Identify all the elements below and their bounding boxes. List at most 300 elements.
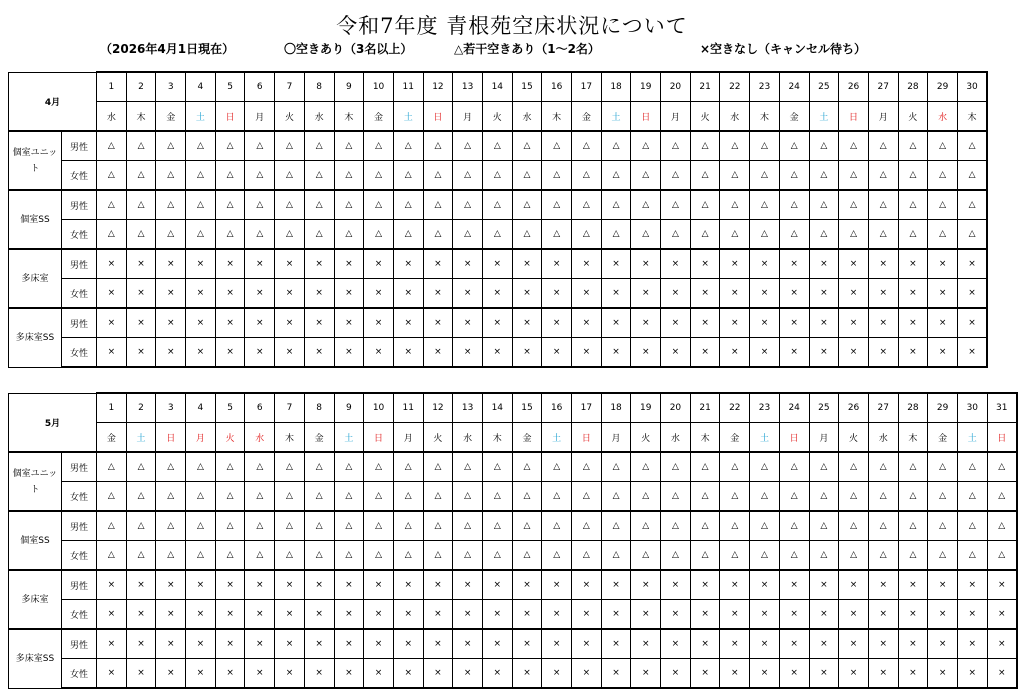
day-number: 16 <box>542 72 572 102</box>
few-vacancy-mark: △ <box>661 220 691 250</box>
full-mark: × <box>186 338 216 368</box>
day-number: 21 <box>690 72 720 102</box>
full-mark: × <box>987 600 1017 630</box>
full-mark: × <box>720 659 750 689</box>
few-vacancy-mark: △ <box>750 190 780 220</box>
weekday: 水 <box>661 423 691 453</box>
full-mark: × <box>482 338 512 368</box>
full-mark: × <box>898 308 928 338</box>
few-vacancy-mark: △ <box>572 452 602 482</box>
full-mark: × <box>126 570 156 600</box>
full-mark: × <box>542 600 572 630</box>
few-vacancy-mark: △ <box>928 452 958 482</box>
few-vacancy-mark: △ <box>661 511 691 541</box>
availability-row <box>9 338 988 368</box>
few-vacancy-mark: △ <box>720 161 750 191</box>
full-mark: × <box>215 600 245 630</box>
legend-as-of: （2026年4月1日現在） <box>100 42 235 56</box>
weekday: 木 <box>750 102 780 132</box>
full-mark: × <box>423 629 453 659</box>
full-mark: × <box>928 338 958 368</box>
gender-label: 女性 <box>62 279 97 309</box>
full-mark: × <box>275 600 305 630</box>
full-mark: × <box>987 659 1017 689</box>
few-vacancy-mark: △ <box>542 131 572 161</box>
few-vacancy-mark: △ <box>750 541 780 571</box>
few-vacancy-mark: △ <box>928 511 958 541</box>
availability-row <box>9 131 988 161</box>
few-vacancy-mark: △ <box>690 452 720 482</box>
few-vacancy-mark: △ <box>453 161 483 191</box>
few-vacancy-mark: △ <box>453 482 483 512</box>
full-mark: × <box>393 308 423 338</box>
full-mark: × <box>126 600 156 630</box>
few-vacancy-mark: △ <box>750 220 780 250</box>
full-mark: × <box>720 308 750 338</box>
full-mark: × <box>423 308 453 338</box>
few-vacancy-mark: △ <box>809 511 839 541</box>
full-mark: × <box>334 659 364 689</box>
full-mark: × <box>957 279 987 309</box>
weekday: 金 <box>97 423 127 453</box>
full-mark: × <box>690 629 720 659</box>
full-mark: × <box>215 279 245 309</box>
gender-label: 男性 <box>62 452 97 482</box>
full-mark: × <box>304 279 334 309</box>
few-vacancy-mark: △ <box>156 452 186 482</box>
day-number: 15 <box>512 393 542 423</box>
full-mark: × <box>690 338 720 368</box>
full-mark: × <box>839 659 869 689</box>
few-vacancy-mark: △ <box>601 541 631 571</box>
few-vacancy-mark: △ <box>245 482 275 512</box>
room-type-label: 多床室 <box>9 249 62 308</box>
room-type-label: 多床室SS <box>9 629 62 688</box>
weekday: 金 <box>720 423 750 453</box>
full-mark: × <box>957 338 987 368</box>
few-vacancy-mark: △ <box>542 511 572 541</box>
few-vacancy-mark: △ <box>572 131 602 161</box>
few-vacancy-mark: △ <box>453 541 483 571</box>
full-mark: × <box>928 249 958 279</box>
full-mark: × <box>720 249 750 279</box>
full-mark: × <box>928 279 958 309</box>
few-vacancy-mark: △ <box>750 161 780 191</box>
full-mark: × <box>97 600 127 630</box>
few-vacancy-mark: △ <box>97 482 127 512</box>
few-vacancy-mark: △ <box>572 482 602 512</box>
full-mark: × <box>512 570 542 600</box>
day-number: 25 <box>809 393 839 423</box>
few-vacancy-mark: △ <box>393 161 423 191</box>
few-vacancy-mark: △ <box>750 482 780 512</box>
day-number: 29 <box>928 72 958 102</box>
legend-open: 〇空きあり（3名以上） <box>284 42 413 56</box>
full-mark: × <box>601 659 631 689</box>
day-number: 3 <box>156 72 186 102</box>
weekday: 土 <box>186 102 216 132</box>
day-number: 6 <box>245 393 275 423</box>
full-mark: × <box>572 249 602 279</box>
few-vacancy-mark: △ <box>601 511 631 541</box>
few-vacancy-mark: △ <box>304 452 334 482</box>
few-vacancy-mark: △ <box>393 220 423 250</box>
few-vacancy-mark: △ <box>126 452 156 482</box>
weekday: 水 <box>928 102 958 132</box>
full-mark: × <box>542 570 572 600</box>
full-mark: × <box>126 308 156 338</box>
full-mark: × <box>453 659 483 689</box>
few-vacancy-mark: △ <box>512 482 542 512</box>
full-mark: × <box>750 600 780 630</box>
few-vacancy-mark: △ <box>453 220 483 250</box>
day-number: 1 <box>97 393 127 423</box>
weekday: 火 <box>215 423 245 453</box>
few-vacancy-mark: △ <box>839 131 869 161</box>
full-mark: × <box>720 629 750 659</box>
weekday: 水 <box>868 423 898 453</box>
day-number: 26 <box>839 393 869 423</box>
few-vacancy-mark: △ <box>957 482 987 512</box>
full-mark: × <box>304 629 334 659</box>
full-mark: × <box>631 600 661 630</box>
full-mark: × <box>572 570 602 600</box>
full-mark: × <box>839 570 869 600</box>
day-number: 31 <box>987 393 1017 423</box>
full-mark: × <box>572 308 602 338</box>
full-mark: × <box>779 308 809 338</box>
few-vacancy-mark: △ <box>453 452 483 482</box>
full-mark: × <box>512 308 542 338</box>
few-vacancy-mark: △ <box>393 482 423 512</box>
full-mark: × <box>690 279 720 309</box>
full-mark: × <box>868 570 898 600</box>
few-vacancy-mark: △ <box>275 482 305 512</box>
few-vacancy-mark: △ <box>720 190 750 220</box>
weekday: 日 <box>215 102 245 132</box>
full-mark: × <box>245 338 275 368</box>
gender-label: 女性 <box>62 220 97 250</box>
few-vacancy-mark: △ <box>245 220 275 250</box>
weekday: 木 <box>126 102 156 132</box>
full-mark: × <box>275 279 305 309</box>
few-vacancy-mark: △ <box>156 541 186 571</box>
full-mark: × <box>245 570 275 600</box>
day-number: 23 <box>750 72 780 102</box>
few-vacancy-mark: △ <box>215 511 245 541</box>
weekday: 月 <box>393 423 423 453</box>
full-mark: × <box>512 279 542 309</box>
availability-row <box>9 452 1017 482</box>
few-vacancy-mark: △ <box>720 220 750 250</box>
full-mark: × <box>779 659 809 689</box>
few-vacancy-mark: △ <box>364 541 394 571</box>
full-mark: × <box>928 659 958 689</box>
few-vacancy-mark: △ <box>542 161 572 191</box>
full-mark: × <box>661 308 691 338</box>
weekday: 火 <box>839 423 869 453</box>
few-vacancy-mark: △ <box>572 220 602 250</box>
full-mark: × <box>156 338 186 368</box>
full-mark: × <box>750 279 780 309</box>
few-vacancy-mark: △ <box>186 220 216 250</box>
month-label: 4月 <box>9 72 97 131</box>
few-vacancy-mark: △ <box>245 452 275 482</box>
few-vacancy-mark: △ <box>482 131 512 161</box>
full-mark: × <box>898 600 928 630</box>
few-vacancy-mark: △ <box>97 190 127 220</box>
few-vacancy-mark: △ <box>928 161 958 191</box>
few-vacancy-mark: △ <box>661 161 691 191</box>
few-vacancy-mark: △ <box>987 511 1017 541</box>
weekday: 木 <box>542 102 572 132</box>
few-vacancy-mark: △ <box>809 131 839 161</box>
few-vacancy-mark: △ <box>779 190 809 220</box>
few-vacancy-mark: △ <box>631 220 661 250</box>
few-vacancy-mark: △ <box>304 190 334 220</box>
few-vacancy-mark: △ <box>542 482 572 512</box>
month-label: 5月 <box>9 393 97 452</box>
few-vacancy-mark: △ <box>661 482 691 512</box>
few-vacancy-mark: △ <box>542 190 572 220</box>
weekday: 金 <box>364 102 394 132</box>
few-vacancy-mark: △ <box>898 511 928 541</box>
availability-row <box>9 308 988 338</box>
day-number: 18 <box>601 393 631 423</box>
few-vacancy-mark: △ <box>512 131 542 161</box>
weekday: 土 <box>334 423 364 453</box>
few-vacancy-mark: △ <box>750 452 780 482</box>
few-vacancy-mark: △ <box>245 511 275 541</box>
few-vacancy-mark: △ <box>809 482 839 512</box>
full-mark: × <box>423 600 453 630</box>
day-number: 14 <box>482 72 512 102</box>
legend-none: ×空きなし（キャンセル待ち） <box>700 42 867 56</box>
few-vacancy-mark: △ <box>690 541 720 571</box>
few-vacancy-mark: △ <box>364 161 394 191</box>
gender-label: 女性 <box>62 161 97 191</box>
full-mark: × <box>245 659 275 689</box>
full-mark: × <box>661 570 691 600</box>
few-vacancy-mark: △ <box>215 131 245 161</box>
full-mark: × <box>304 249 334 279</box>
few-vacancy-mark: △ <box>957 511 987 541</box>
few-vacancy-mark: △ <box>542 541 572 571</box>
gender-label: 男性 <box>62 570 97 600</box>
full-mark: × <box>898 338 928 368</box>
few-vacancy-mark: △ <box>898 131 928 161</box>
few-vacancy-mark: △ <box>186 482 216 512</box>
full-mark: × <box>97 570 127 600</box>
full-mark: × <box>304 570 334 600</box>
few-vacancy-mark: △ <box>720 541 750 571</box>
full-mark: × <box>364 570 394 600</box>
few-vacancy-mark: △ <box>423 220 453 250</box>
day-number: 24 <box>779 72 809 102</box>
full-mark: × <box>126 659 156 689</box>
few-vacancy-mark: △ <box>690 131 720 161</box>
day-number: 8 <box>304 393 334 423</box>
full-mark: × <box>156 659 186 689</box>
full-mark: × <box>690 570 720 600</box>
full-mark: × <box>898 570 928 600</box>
full-mark: × <box>334 629 364 659</box>
few-vacancy-mark: △ <box>482 220 512 250</box>
few-vacancy-mark: △ <box>334 220 364 250</box>
few-vacancy-mark: △ <box>601 161 631 191</box>
full-mark: × <box>334 249 364 279</box>
day-number: 30 <box>957 72 987 102</box>
full-mark: × <box>97 249 127 279</box>
few-vacancy-mark: △ <box>97 511 127 541</box>
full-mark: × <box>304 659 334 689</box>
gender-label: 女性 <box>62 600 97 630</box>
few-vacancy-mark: △ <box>928 220 958 250</box>
day-number: 17 <box>572 393 602 423</box>
few-vacancy-mark: △ <box>661 131 691 161</box>
weekday: 水 <box>97 102 127 132</box>
full-mark: × <box>215 249 245 279</box>
few-vacancy-mark: △ <box>661 190 691 220</box>
full-mark: × <box>393 249 423 279</box>
day-number: 17 <box>572 72 602 102</box>
day-number: 2 <box>126 72 156 102</box>
few-vacancy-mark: △ <box>631 190 661 220</box>
may-availability-table <box>8 392 1018 689</box>
full-mark: × <box>482 279 512 309</box>
full-mark: × <box>512 600 542 630</box>
full-mark: × <box>393 659 423 689</box>
full-mark: × <box>126 629 156 659</box>
weekday: 金 <box>572 102 602 132</box>
full-mark: × <box>661 659 691 689</box>
weekday: 火 <box>898 102 928 132</box>
full-mark: × <box>423 338 453 368</box>
full-mark: × <box>720 279 750 309</box>
day-number: 3 <box>156 393 186 423</box>
day-number: 6 <box>245 72 275 102</box>
full-mark: × <box>631 279 661 309</box>
full-mark: × <box>779 600 809 630</box>
full-mark: × <box>957 629 987 659</box>
full-mark: × <box>334 279 364 309</box>
weekday: 日 <box>156 423 186 453</box>
weekday: 金 <box>512 423 542 453</box>
april-availability-table <box>8 71 988 368</box>
few-vacancy-mark: △ <box>720 511 750 541</box>
full-mark: × <box>97 659 127 689</box>
room-type-label: 個室SS <box>9 511 62 570</box>
full-mark: × <box>572 659 602 689</box>
full-mark: × <box>750 249 780 279</box>
few-vacancy-mark: △ <box>126 220 156 250</box>
few-vacancy-mark: △ <box>868 511 898 541</box>
few-vacancy-mark: △ <box>631 511 661 541</box>
full-mark: × <box>215 629 245 659</box>
full-mark: × <box>186 249 216 279</box>
availability-row <box>9 659 1017 689</box>
few-vacancy-mark: △ <box>928 190 958 220</box>
full-mark: × <box>631 570 661 600</box>
gender-label: 男性 <box>62 190 97 220</box>
full-mark: × <box>542 659 572 689</box>
few-vacancy-mark: △ <box>304 511 334 541</box>
day-number: 1 <box>97 72 127 102</box>
weekday: 木 <box>957 102 987 132</box>
full-mark: × <box>482 659 512 689</box>
weekday: 木 <box>275 423 305 453</box>
few-vacancy-mark: △ <box>898 161 928 191</box>
weekday: 木 <box>690 423 720 453</box>
full-mark: × <box>334 308 364 338</box>
full-mark: × <box>690 308 720 338</box>
day-number: 9 <box>334 72 364 102</box>
few-vacancy-mark: △ <box>809 220 839 250</box>
full-mark: × <box>453 338 483 368</box>
weekday: 月 <box>809 423 839 453</box>
full-mark: × <box>156 629 186 659</box>
weekday-row <box>9 423 1017 453</box>
few-vacancy-mark: △ <box>601 452 631 482</box>
full-mark: × <box>839 600 869 630</box>
few-vacancy-mark: △ <box>304 131 334 161</box>
full-mark: × <box>393 279 423 309</box>
few-vacancy-mark: △ <box>572 161 602 191</box>
day-number: 7 <box>275 393 305 423</box>
full-mark: × <box>839 338 869 368</box>
room-type-label: 多床室 <box>9 570 62 629</box>
few-vacancy-mark: △ <box>928 131 958 161</box>
few-vacancy-mark: △ <box>839 452 869 482</box>
day-number: 10 <box>364 72 394 102</box>
full-mark: × <box>156 570 186 600</box>
full-mark: × <box>690 659 720 689</box>
few-vacancy-mark: △ <box>423 161 453 191</box>
few-vacancy-mark: △ <box>453 511 483 541</box>
few-vacancy-mark: △ <box>334 190 364 220</box>
few-vacancy-mark: △ <box>631 482 661 512</box>
full-mark: × <box>334 600 364 630</box>
few-vacancy-mark: △ <box>809 452 839 482</box>
few-vacancy-mark: △ <box>215 190 245 220</box>
full-mark: × <box>453 279 483 309</box>
full-mark: × <box>423 279 453 309</box>
few-vacancy-mark: △ <box>364 511 394 541</box>
full-mark: × <box>512 338 542 368</box>
day-number: 10 <box>364 393 394 423</box>
day-number: 27 <box>868 72 898 102</box>
day-number: 21 <box>690 393 720 423</box>
full-mark: × <box>364 249 394 279</box>
few-vacancy-mark: △ <box>393 190 423 220</box>
few-vacancy-mark: △ <box>186 190 216 220</box>
availability-row <box>9 249 988 279</box>
weekday: 水 <box>512 102 542 132</box>
weekday: 木 <box>898 423 928 453</box>
few-vacancy-mark: △ <box>779 452 809 482</box>
few-vacancy-mark: △ <box>690 190 720 220</box>
few-vacancy-mark: △ <box>275 452 305 482</box>
full-mark: × <box>542 279 572 309</box>
weekday: 火 <box>423 423 453 453</box>
few-vacancy-mark: △ <box>423 541 453 571</box>
full-mark: × <box>928 570 958 600</box>
full-mark: × <box>453 629 483 659</box>
weekday: 木 <box>482 423 512 453</box>
full-mark: × <box>364 600 394 630</box>
few-vacancy-mark: △ <box>542 452 572 482</box>
full-mark: × <box>245 600 275 630</box>
